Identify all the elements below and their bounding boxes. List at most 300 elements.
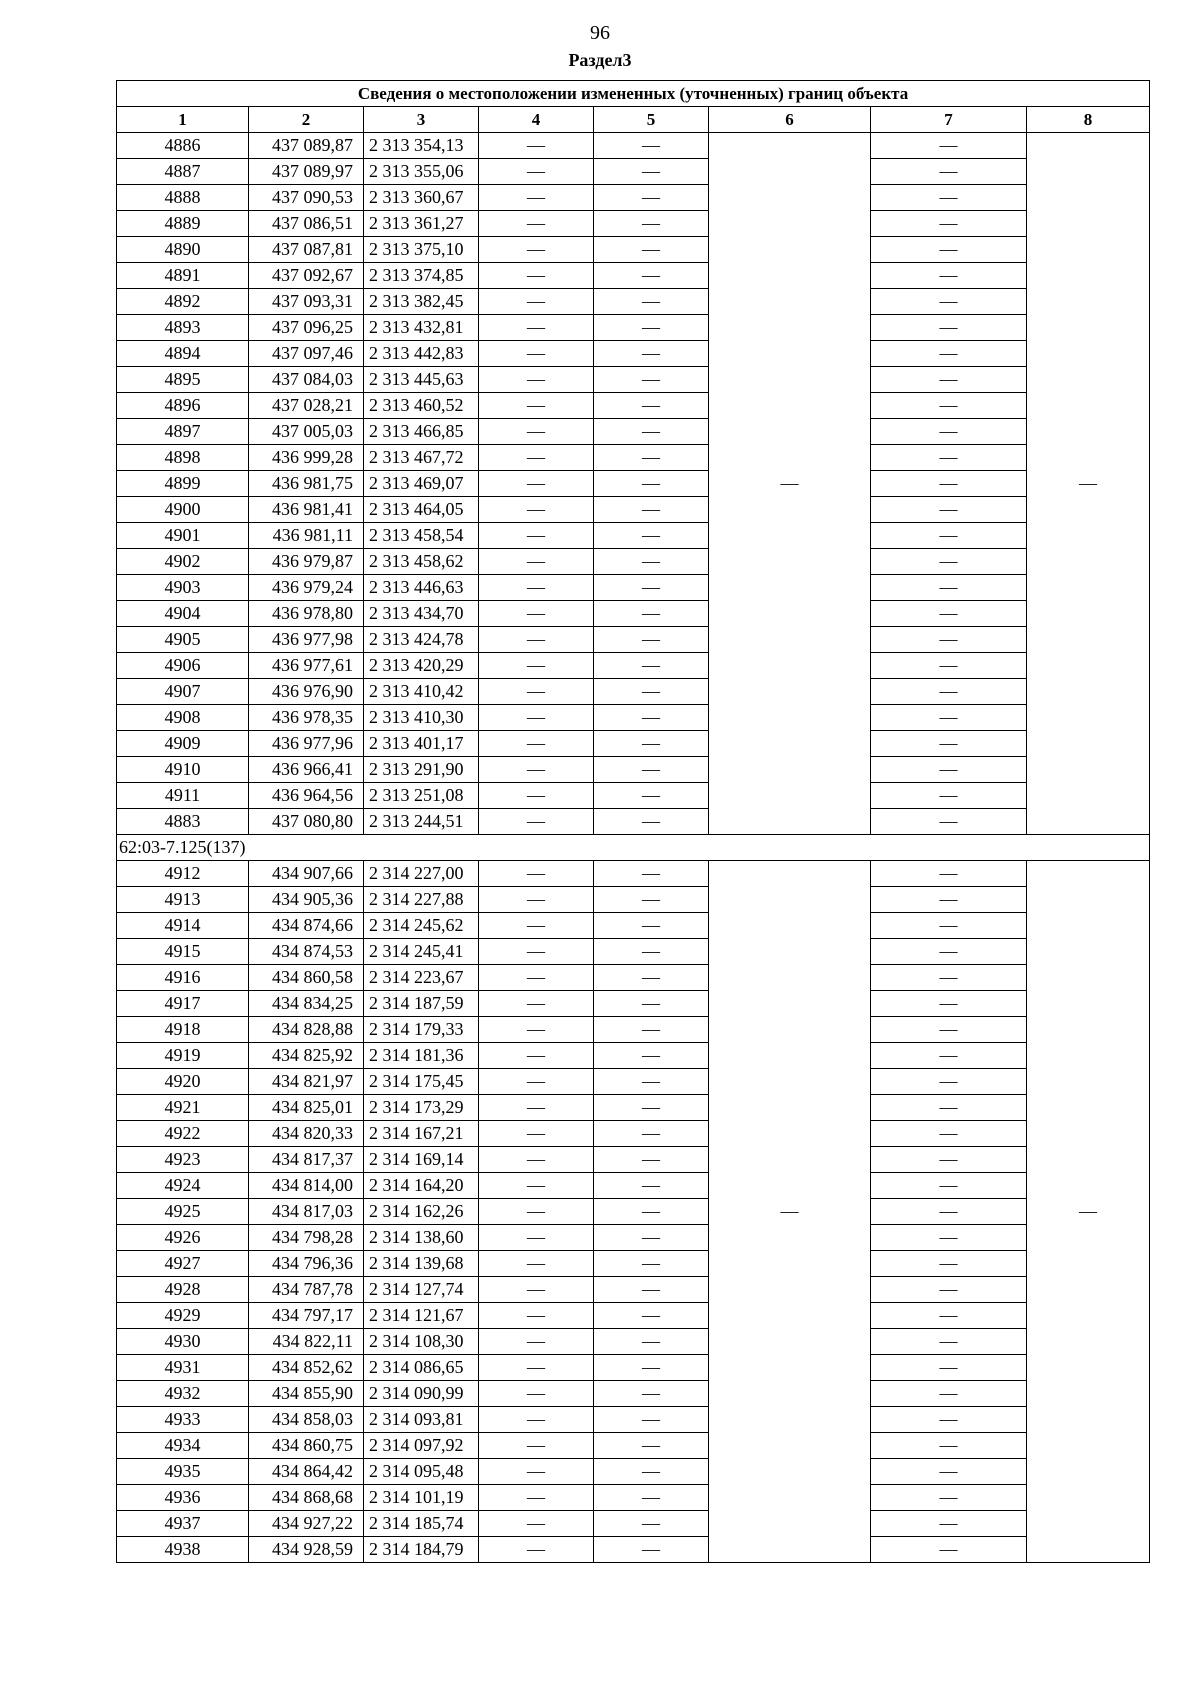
table-row bbox=[117, 1459, 1150, 1485]
column-5-cell: — bbox=[594, 1329, 709, 1355]
table-row bbox=[117, 211, 1150, 237]
x-coordinate-cell: 434 860,75 bbox=[249, 1433, 364, 1459]
point-number-cell: 4914 bbox=[117, 913, 249, 939]
y-coordinate-cell: 2 314 223,67 bbox=[364, 965, 479, 991]
table-row bbox=[117, 445, 1150, 471]
x-coordinate-cell: 434 907,66 bbox=[249, 861, 364, 887]
column-7-cell: — bbox=[871, 1433, 1027, 1459]
y-coordinate-cell: 2 313 446,63 bbox=[364, 575, 479, 601]
table-row bbox=[117, 1147, 1150, 1173]
x-coordinate-cell: 434 822,11 bbox=[249, 1329, 364, 1355]
column-7-cell: — bbox=[871, 1069, 1027, 1095]
table-row bbox=[117, 1251, 1150, 1277]
column-4-cell: — bbox=[479, 1277, 594, 1303]
table-row bbox=[117, 731, 1150, 757]
x-coordinate-cell: 436 977,61 bbox=[249, 653, 364, 679]
y-coordinate-cell: 2 314 245,41 bbox=[364, 939, 479, 965]
point-number-cell: 4919 bbox=[117, 1043, 249, 1069]
table-row bbox=[117, 1173, 1150, 1199]
x-coordinate-cell: 436 977,98 bbox=[249, 627, 364, 653]
table-row bbox=[117, 523, 1150, 549]
column-5-cell: — bbox=[594, 783, 709, 809]
column-4-cell: — bbox=[479, 1069, 594, 1095]
point-number-cell: 4910 bbox=[117, 757, 249, 783]
column-4-cell: — bbox=[479, 341, 594, 367]
y-coordinate-cell: 2 313 410,30 bbox=[364, 705, 479, 731]
point-number-cell: 4883 bbox=[117, 809, 249, 835]
column-7-cell: — bbox=[871, 861, 1027, 887]
column-5-cell: — bbox=[594, 1069, 709, 1095]
column-5-cell: — bbox=[594, 1251, 709, 1277]
point-number-cell: 4936 bbox=[117, 1485, 249, 1511]
column-7-cell: — bbox=[871, 1017, 1027, 1043]
x-coordinate-cell: 437 093,31 bbox=[249, 289, 364, 315]
table-row bbox=[117, 601, 1150, 627]
point-number-cell: 4930 bbox=[117, 1329, 249, 1355]
y-coordinate-cell: 2 314 101,19 bbox=[364, 1485, 479, 1511]
y-coordinate-cell: 2 314 167,21 bbox=[364, 1121, 479, 1147]
y-coordinate-cell: 2 314 121,67 bbox=[364, 1303, 479, 1329]
column-4-cell: — bbox=[479, 367, 594, 393]
point-number-cell: 4925 bbox=[117, 1199, 249, 1225]
x-coordinate-cell: 436 976,90 bbox=[249, 679, 364, 705]
y-coordinate-cell: 2 313 374,85 bbox=[364, 263, 479, 289]
y-coordinate-cell: 2 313 354,13 bbox=[364, 133, 479, 159]
column-7-cell: — bbox=[871, 1173, 1027, 1199]
x-coordinate-cell: 434 821,97 bbox=[249, 1069, 364, 1095]
x-coordinate-cell: 437 087,81 bbox=[249, 237, 364, 263]
column-number: 6 bbox=[709, 107, 871, 133]
point-number-cell: 4932 bbox=[117, 1381, 249, 1407]
column-4-cell: — bbox=[479, 1225, 594, 1251]
x-coordinate-cell: 436 979,87 bbox=[249, 549, 364, 575]
column-5-cell: — bbox=[594, 1173, 709, 1199]
table-row bbox=[117, 1017, 1150, 1043]
point-number-cell: 4896 bbox=[117, 393, 249, 419]
column-5-cell: — bbox=[594, 1485, 709, 1511]
column-4-cell: — bbox=[479, 1251, 594, 1277]
table-caption: Сведения о местоположении измененных (уточненных) границ объекта bbox=[117, 81, 1150, 107]
column-4-cell: — bbox=[479, 419, 594, 445]
y-coordinate-cell: 2 314 097,92 bbox=[364, 1433, 479, 1459]
y-coordinate-cell: 2 313 410,42 bbox=[364, 679, 479, 705]
column-7-cell: — bbox=[871, 1043, 1027, 1069]
column-5-cell: — bbox=[594, 1511, 709, 1537]
table-row bbox=[117, 289, 1150, 315]
table-row bbox=[117, 263, 1150, 289]
point-number-cell: 4891 bbox=[117, 263, 249, 289]
x-coordinate-cell: 434 825,92 bbox=[249, 1043, 364, 1069]
column-4-cell: — bbox=[479, 1459, 594, 1485]
column-4-cell: — bbox=[479, 159, 594, 185]
point-number-cell: 4922 bbox=[117, 1121, 249, 1147]
point-number-cell: 4890 bbox=[117, 237, 249, 263]
point-number-cell: 4903 bbox=[117, 575, 249, 601]
column-7-cell: — bbox=[871, 185, 1027, 211]
point-number-cell: 4886 bbox=[117, 133, 249, 159]
column-4-cell: — bbox=[479, 133, 594, 159]
x-coordinate-cell: 434 858,03 bbox=[249, 1407, 364, 1433]
x-coordinate-cell: 434 817,03 bbox=[249, 1199, 364, 1225]
table-row bbox=[117, 939, 1150, 965]
column-5-cell: — bbox=[594, 471, 709, 497]
column-4-cell: — bbox=[479, 1355, 594, 1381]
x-coordinate-cell: 436 981,41 bbox=[249, 497, 364, 523]
column-5-cell: — bbox=[594, 731, 709, 757]
column-6-merged-cell: — bbox=[709, 861, 871, 1563]
x-coordinate-cell: 437 090,53 bbox=[249, 185, 364, 211]
column-4-cell: — bbox=[479, 185, 594, 211]
y-coordinate-cell: 2 314 187,59 bbox=[364, 991, 479, 1017]
column-4-cell: — bbox=[479, 1511, 594, 1537]
column-4-cell: — bbox=[479, 731, 594, 757]
table-row bbox=[117, 1043, 1150, 1069]
point-number-cell: 4898 bbox=[117, 445, 249, 471]
page-number: 96 bbox=[590, 22, 610, 44]
table-row bbox=[117, 1069, 1150, 1095]
column-4-cell: — bbox=[479, 1537, 594, 1563]
point-number-cell: 4921 bbox=[117, 1095, 249, 1121]
column-5-cell: — bbox=[594, 575, 709, 601]
point-number-cell: 4916 bbox=[117, 965, 249, 991]
y-coordinate-cell: 2 313 401,17 bbox=[364, 731, 479, 757]
column-5-cell: — bbox=[594, 159, 709, 185]
column-5-cell: — bbox=[594, 133, 709, 159]
column-7-cell: — bbox=[871, 1095, 1027, 1121]
column-4-cell: — bbox=[479, 1199, 594, 1225]
column-5-cell: — bbox=[594, 887, 709, 913]
y-coordinate-cell: 2 313 434,70 bbox=[364, 601, 479, 627]
y-coordinate-cell: 2 314 179,33 bbox=[364, 1017, 479, 1043]
x-coordinate-cell: 436 981,11 bbox=[249, 523, 364, 549]
x-coordinate-cell: 434 860,58 bbox=[249, 965, 364, 991]
x-coordinate-cell: 437 096,25 bbox=[249, 315, 364, 341]
y-coordinate-cell: 2 313 432,81 bbox=[364, 315, 479, 341]
column-4-cell: — bbox=[479, 653, 594, 679]
x-coordinate-cell: 437 089,87 bbox=[249, 133, 364, 159]
table-row bbox=[117, 419, 1150, 445]
table-row bbox=[117, 159, 1150, 185]
x-coordinate-cell: 436 964,56 bbox=[249, 783, 364, 809]
point-number-cell: 4911 bbox=[117, 783, 249, 809]
column-5-cell: — bbox=[594, 757, 709, 783]
table-row bbox=[117, 367, 1150, 393]
point-number-cell: 4931 bbox=[117, 1355, 249, 1381]
y-coordinate-cell: 2 313 467,72 bbox=[364, 445, 479, 471]
column-4-cell: — bbox=[479, 523, 594, 549]
x-coordinate-cell: 434 928,59 bbox=[249, 1537, 364, 1563]
y-coordinate-cell: 2 314 138,60 bbox=[364, 1225, 479, 1251]
column-7-cell: — bbox=[871, 705, 1027, 731]
column-5-cell: — bbox=[594, 601, 709, 627]
column-7-cell: — bbox=[871, 1251, 1027, 1277]
column-number: 1 bbox=[117, 107, 249, 133]
column-7-cell: — bbox=[871, 1459, 1027, 1485]
point-number-cell: 4900 bbox=[117, 497, 249, 523]
x-coordinate-cell: 436 978,80 bbox=[249, 601, 364, 627]
column-4-cell: — bbox=[479, 1173, 594, 1199]
column-4-cell: — bbox=[479, 1147, 594, 1173]
x-coordinate-cell: 434 820,33 bbox=[249, 1121, 364, 1147]
table-row bbox=[117, 549, 1150, 575]
table-row bbox=[117, 1381, 1150, 1407]
y-coordinate-cell: 2 313 355,06 bbox=[364, 159, 479, 185]
column-7-cell: — bbox=[871, 887, 1027, 913]
x-coordinate-cell: 437 089,97 bbox=[249, 159, 364, 185]
column-7-cell: — bbox=[871, 1485, 1027, 1511]
column-7-cell: — bbox=[871, 1121, 1027, 1147]
table-row bbox=[117, 1277, 1150, 1303]
table-row bbox=[117, 991, 1150, 1017]
y-coordinate-cell: 2 313 361,27 bbox=[364, 211, 479, 237]
column-number: 3 bbox=[364, 107, 479, 133]
point-number-cell: 4917 bbox=[117, 991, 249, 1017]
point-number-cell: 4937 bbox=[117, 1511, 249, 1537]
x-coordinate-cell: 434 828,88 bbox=[249, 1017, 364, 1043]
column-4-cell: — bbox=[479, 1485, 594, 1511]
point-number-cell: 4904 bbox=[117, 601, 249, 627]
column-5-cell: — bbox=[594, 549, 709, 575]
column-7-cell: — bbox=[871, 549, 1027, 575]
column-7-cell: — bbox=[871, 1407, 1027, 1433]
table-row bbox=[117, 757, 1150, 783]
column-7-cell: — bbox=[871, 497, 1027, 523]
table-row bbox=[117, 705, 1150, 731]
column-7-cell: — bbox=[871, 445, 1027, 471]
point-number-cell: 4895 bbox=[117, 367, 249, 393]
column-4-cell: — bbox=[479, 1303, 594, 1329]
point-number-cell: 4935 bbox=[117, 1459, 249, 1485]
x-coordinate-cell: 437 092,67 bbox=[249, 263, 364, 289]
point-number-cell: 4927 bbox=[117, 1251, 249, 1277]
column-7-cell: — bbox=[871, 913, 1027, 939]
column-7-cell: — bbox=[871, 627, 1027, 653]
column-5-cell: — bbox=[594, 1537, 709, 1563]
table-row bbox=[117, 315, 1150, 341]
column-7-cell: — bbox=[871, 1199, 1027, 1225]
column-4-cell: — bbox=[479, 497, 594, 523]
column-5-cell: — bbox=[594, 913, 709, 939]
column-7-cell: — bbox=[871, 965, 1027, 991]
column-5-cell: — bbox=[594, 1277, 709, 1303]
y-coordinate-cell: 2 314 181,36 bbox=[364, 1043, 479, 1069]
point-number-cell: 4938 bbox=[117, 1537, 249, 1563]
column-4-cell: — bbox=[479, 1017, 594, 1043]
x-coordinate-cell: 434 825,01 bbox=[249, 1095, 364, 1121]
x-coordinate-cell: 436 999,28 bbox=[249, 445, 364, 471]
point-number-cell: 4905 bbox=[117, 627, 249, 653]
column-7-cell: — bbox=[871, 1511, 1027, 1537]
column-4-cell: — bbox=[479, 393, 594, 419]
y-coordinate-cell: 2 314 175,45 bbox=[364, 1069, 479, 1095]
column-7-cell: — bbox=[871, 679, 1027, 705]
column-5-cell: — bbox=[594, 185, 709, 211]
table-row bbox=[117, 1225, 1150, 1251]
caption-row bbox=[117, 81, 1150, 107]
column-5-cell: — bbox=[594, 1043, 709, 1069]
column-5-cell: — bbox=[594, 679, 709, 705]
column-7-cell: — bbox=[871, 783, 1027, 809]
y-coordinate-cell: 2 314 185,74 bbox=[364, 1511, 479, 1537]
point-number-cell: 4912 bbox=[117, 861, 249, 887]
point-number-cell: 4902 bbox=[117, 549, 249, 575]
column-4-cell: — bbox=[479, 211, 594, 237]
column-4-cell: — bbox=[479, 1095, 594, 1121]
y-coordinate-cell: 2 314 245,62 bbox=[364, 913, 479, 939]
column-5-cell: — bbox=[594, 1303, 709, 1329]
column-6-merged-cell: — bbox=[709, 133, 871, 835]
column-5-cell: — bbox=[594, 341, 709, 367]
column-5-cell: — bbox=[594, 289, 709, 315]
column-4-cell: — bbox=[479, 939, 594, 965]
column-4-cell: — bbox=[479, 263, 594, 289]
column-7-cell: — bbox=[871, 1277, 1027, 1303]
x-coordinate-cell: 434 868,68 bbox=[249, 1485, 364, 1511]
column-4-cell: — bbox=[479, 783, 594, 809]
x-coordinate-cell: 434 787,78 bbox=[249, 1277, 364, 1303]
y-coordinate-cell: 2 313 469,07 bbox=[364, 471, 479, 497]
y-coordinate-cell: 2 313 442,83 bbox=[364, 341, 479, 367]
y-coordinate-cell: 2 314 227,00 bbox=[364, 861, 479, 887]
cadastral-group-label: 62:03-7.125(137) bbox=[117, 835, 1150, 861]
column-4-cell: — bbox=[479, 601, 594, 627]
column-5-cell: — bbox=[594, 1459, 709, 1485]
y-coordinate-cell: 2 314 139,68 bbox=[364, 1251, 479, 1277]
x-coordinate-cell: 434 855,90 bbox=[249, 1381, 364, 1407]
x-coordinate-cell: 434 874,53 bbox=[249, 939, 364, 965]
point-number-cell: 4933 bbox=[117, 1407, 249, 1433]
x-coordinate-cell: 434 905,36 bbox=[249, 887, 364, 913]
column-number: 4 bbox=[479, 107, 594, 133]
column-4-cell: — bbox=[479, 991, 594, 1017]
column-5-cell: — bbox=[594, 523, 709, 549]
point-number-cell: 4907 bbox=[117, 679, 249, 705]
x-coordinate-cell: 437 097,46 bbox=[249, 341, 364, 367]
table-row bbox=[117, 1407, 1150, 1433]
column-4-cell: — bbox=[479, 913, 594, 939]
column-7-cell: — bbox=[871, 1225, 1027, 1251]
y-coordinate-cell: 2 313 460,52 bbox=[364, 393, 479, 419]
table-row bbox=[117, 965, 1150, 991]
table-row bbox=[117, 627, 1150, 653]
column-4-cell: — bbox=[479, 705, 594, 731]
point-number-cell: 4928 bbox=[117, 1277, 249, 1303]
column-4-cell: — bbox=[479, 861, 594, 887]
column-5-cell: — bbox=[594, 315, 709, 341]
column-5-cell: — bbox=[594, 1199, 709, 1225]
column-8-merged-cell: — bbox=[1027, 133, 1150, 835]
point-number-cell: 4906 bbox=[117, 653, 249, 679]
column-5-cell: — bbox=[594, 705, 709, 731]
y-coordinate-cell: 2 313 458,54 bbox=[364, 523, 479, 549]
table-row bbox=[117, 809, 1150, 835]
x-coordinate-cell: 434 874,66 bbox=[249, 913, 364, 939]
y-coordinate-cell: 2 313 382,45 bbox=[364, 289, 479, 315]
column-7-cell: — bbox=[871, 523, 1027, 549]
column-4-cell: — bbox=[479, 887, 594, 913]
column-4-cell: — bbox=[479, 757, 594, 783]
column-number: 5 bbox=[594, 107, 709, 133]
y-coordinate-cell: 2 314 127,74 bbox=[364, 1277, 479, 1303]
section-title: Раздел3 bbox=[568, 50, 632, 70]
point-number-cell: 4920 bbox=[117, 1069, 249, 1095]
column-5-cell: — bbox=[594, 419, 709, 445]
column-5-cell: — bbox=[594, 237, 709, 263]
y-coordinate-cell: 2 313 458,62 bbox=[364, 549, 479, 575]
column-7-cell: — bbox=[871, 211, 1027, 237]
column-7-cell: — bbox=[871, 315, 1027, 341]
x-coordinate-cell: 436 977,96 bbox=[249, 731, 364, 757]
column-7-cell: — bbox=[871, 393, 1027, 419]
table-row bbox=[117, 237, 1150, 263]
column-4-cell: — bbox=[479, 627, 594, 653]
x-coordinate-cell: 434 864,42 bbox=[249, 1459, 364, 1485]
y-coordinate-cell: 2 314 086,65 bbox=[364, 1355, 479, 1381]
y-coordinate-cell: 2 313 291,90 bbox=[364, 757, 479, 783]
point-number-cell: 4894 bbox=[117, 341, 249, 367]
group-label-row bbox=[117, 835, 1150, 861]
x-coordinate-cell: 434 814,00 bbox=[249, 1173, 364, 1199]
x-coordinate-cell: 437 080,80 bbox=[249, 809, 364, 835]
y-coordinate-cell: 2 314 164,20 bbox=[364, 1173, 479, 1199]
column-4-cell: — bbox=[479, 549, 594, 575]
y-coordinate-cell: 2 313 466,85 bbox=[364, 419, 479, 445]
column-number: 8 bbox=[1027, 107, 1150, 133]
point-number-cell: 4913 bbox=[117, 887, 249, 913]
y-coordinate-cell: 2 314 095,48 bbox=[364, 1459, 479, 1485]
column-4-cell: — bbox=[479, 575, 594, 601]
table-row bbox=[117, 471, 1150, 497]
point-number-cell: 4893 bbox=[117, 315, 249, 341]
column-number: 2 bbox=[249, 107, 364, 133]
y-coordinate-cell: 2 314 108,30 bbox=[364, 1329, 479, 1355]
table-row bbox=[117, 653, 1150, 679]
column-7-cell: — bbox=[871, 1537, 1027, 1563]
table-row bbox=[117, 1485, 1150, 1511]
table-row bbox=[117, 679, 1150, 705]
point-number-cell: 4897 bbox=[117, 419, 249, 445]
x-coordinate-cell: 436 981,75 bbox=[249, 471, 364, 497]
y-coordinate-cell: 2 313 445,63 bbox=[364, 367, 479, 393]
point-number-cell: 4918 bbox=[117, 1017, 249, 1043]
column-4-cell: — bbox=[479, 965, 594, 991]
point-number-cell: 4889 bbox=[117, 211, 249, 237]
y-coordinate-cell: 2 313 464,05 bbox=[364, 497, 479, 523]
column-5-cell: — bbox=[594, 939, 709, 965]
column-5-cell: — bbox=[594, 653, 709, 679]
column-4-cell: — bbox=[479, 1329, 594, 1355]
column-5-cell: — bbox=[594, 263, 709, 289]
column-4-cell: — bbox=[479, 1407, 594, 1433]
table-row bbox=[117, 887, 1150, 913]
point-number-cell: 4887 bbox=[117, 159, 249, 185]
y-coordinate-cell: 2 314 169,14 bbox=[364, 1147, 479, 1173]
column-5-cell: — bbox=[594, 809, 709, 835]
column-4-cell: — bbox=[479, 471, 594, 497]
point-number-cell: 4934 bbox=[117, 1433, 249, 1459]
column-7-cell: — bbox=[871, 809, 1027, 835]
column-5-cell: — bbox=[594, 445, 709, 471]
column-7-cell: — bbox=[871, 289, 1027, 315]
column-5-cell: — bbox=[594, 1017, 709, 1043]
column-7-cell: — bbox=[871, 133, 1027, 159]
point-number-cell: 4926 bbox=[117, 1225, 249, 1251]
point-number-cell: 4929 bbox=[117, 1303, 249, 1329]
y-coordinate-cell: 2 313 375,10 bbox=[364, 237, 479, 263]
y-coordinate-cell: 2 314 093,81 bbox=[364, 1407, 479, 1433]
x-coordinate-cell: 434 796,36 bbox=[249, 1251, 364, 1277]
column-7-cell: — bbox=[871, 991, 1027, 1017]
